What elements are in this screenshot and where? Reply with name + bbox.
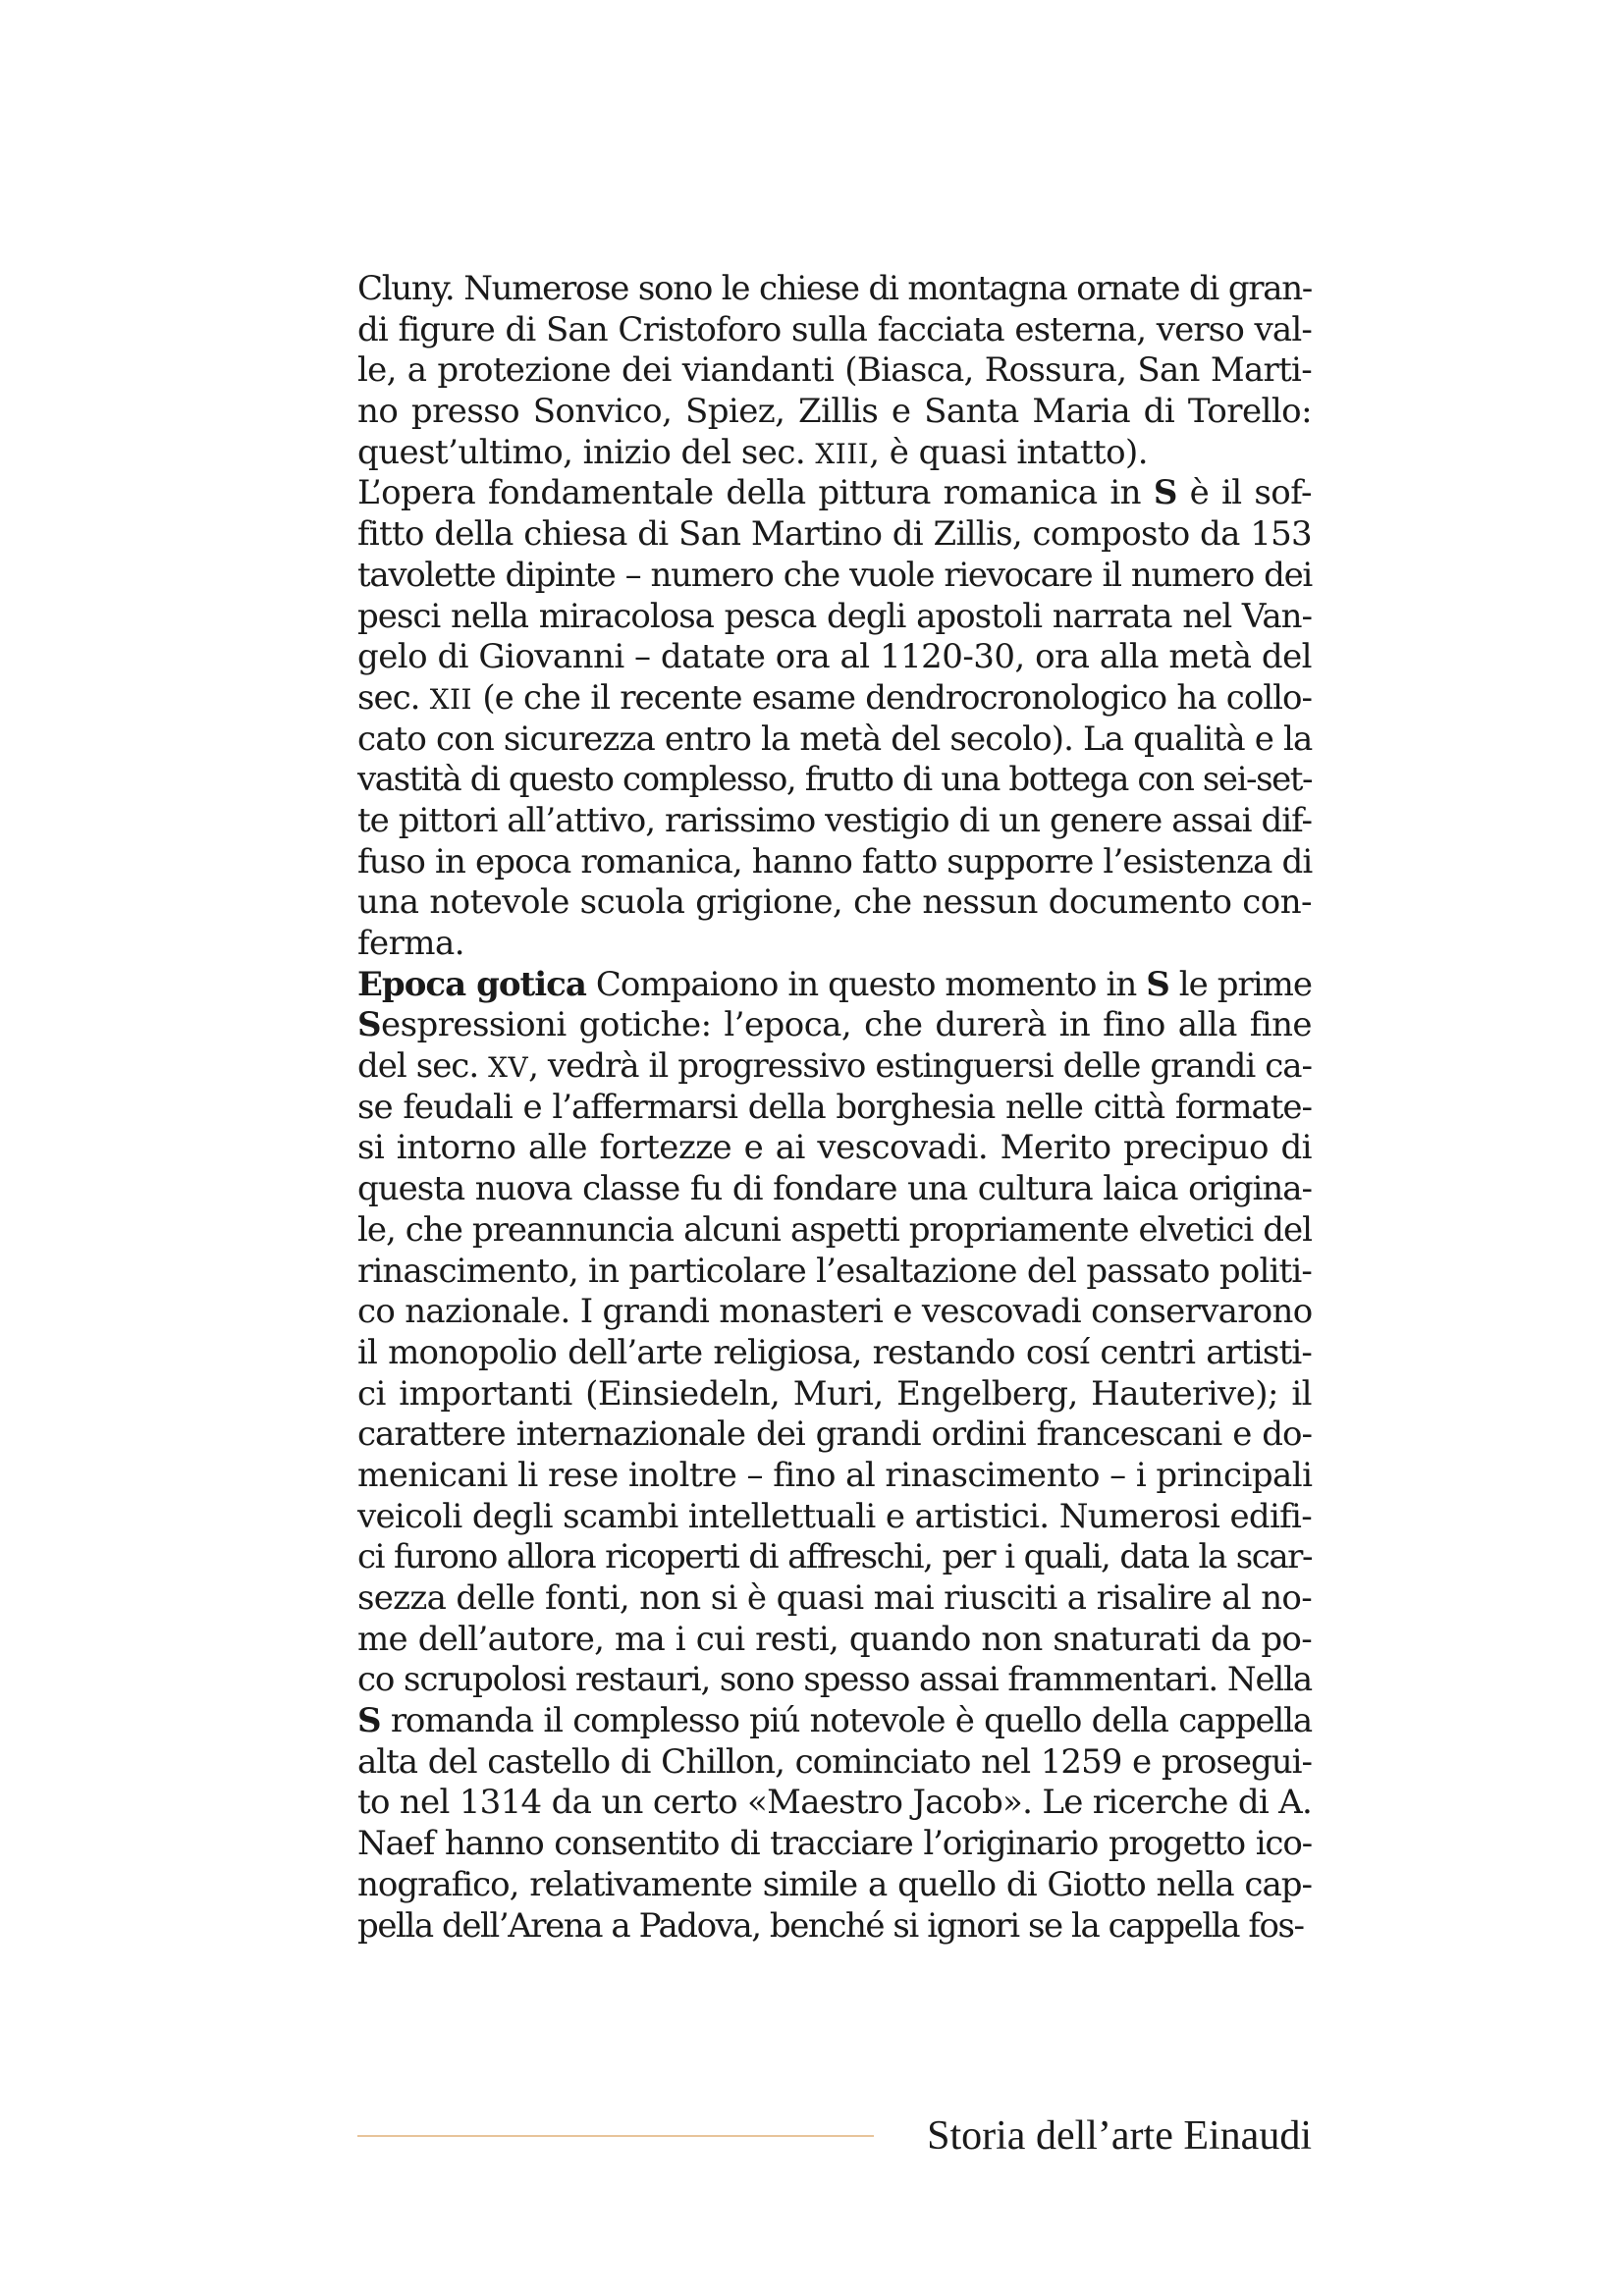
text-line [357, 924, 1312, 965]
text-run: veicoli degli scambi intellettuali e artistici. Numerosi edifi- [357, 1496, 1312, 1536]
text-run: ci importanti (Einsiedeln, Muri, Engelberg, Hauterive); il [357, 1373, 1312, 1414]
footer-rule [357, 2135, 874, 2137]
text-line [357, 801, 1312, 842]
text-line [357, 1456, 1312, 1497]
text-run: no presso Sonvico, Spiez, Zillis e Santa Maria di Torello: [357, 392, 1312, 432]
text-run: questa nuova classe fu di fondare una cultura laica origina- [357, 1169, 1312, 1209]
text-line [357, 842, 1312, 883]
text-run: , è quasi intatto). [869, 432, 1148, 472]
text-line [357, 1620, 1312, 1661]
text-run: fitto della chiesa di San Martino di Zillis, composto da 153 [357, 514, 1312, 555]
text-run: te pittori all’attivo, rarissimo vestigio di un genere assai dif- [357, 800, 1312, 840]
text-run: se feudali e l’affermarsi della borghesia nelle città formate- [357, 1087, 1312, 1127]
text-run: le prime [1168, 964, 1312, 1004]
text-line [357, 760, 1312, 801]
bold-run: S [1146, 964, 1169, 1004]
bold-run: S [357, 1005, 382, 1045]
text-run: co scrupolosi restauri, sono spesso assai frammentari. Nella [357, 1660, 1312, 1700]
text-run: è il sof- [1176, 473, 1312, 513]
text-run: sec. [357, 677, 430, 718]
text-line [357, 1169, 1312, 1210]
text-line [357, 965, 1312, 1006]
text-run: le, a protezione dei viandanti (Biasca, Rossura, San Marti- [357, 350, 1312, 391]
text-run: carattere internazionale dei grandi ordini francescani e do- [357, 1415, 1312, 1455]
text-line [357, 1005, 1312, 1046]
text-line [357, 1865, 1312, 1906]
text-run: vastità di questo complesso, frutto di una bottega con sei-set- [357, 760, 1312, 800]
body-text [357, 269, 1312, 1947]
small-caps-run: XV [488, 1051, 529, 1085]
text-run: ferma. [357, 924, 464, 963]
text-run: il monopolio dell’arte religiosa, restando cosí centri artisti- [357, 1332, 1312, 1372]
text-run: espressioni gotiche: l’epoca, che durerà in [381, 1005, 1104, 1045]
text-line [357, 597, 1312, 638]
text-run: si intorno alle fortezze e ai vescovadi. Merito precipuo di [357, 1128, 1312, 1168]
text-line [357, 1537, 1312, 1578]
bold-run: S [1153, 473, 1177, 513]
text-line [357, 310, 1312, 351]
text-line [357, 473, 1312, 514]
text-line [357, 1742, 1312, 1784]
text-run: sezza delle fonti, non si è quasi mai riusciti a risalire al no- [357, 1578, 1312, 1618]
text-run: to nel 1314 da un certo «Maestro Jacob». Le ricerche di A. [357, 1783, 1313, 1823]
text-run: le, che preannuncia alcuni aspetti propriamente elvetici del [357, 1209, 1312, 1250]
text-line [357, 678, 1312, 720]
bold-run: Epoca gotica [357, 964, 586, 1004]
text-line [357, 1701, 1312, 1742]
text-line [357, 556, 1312, 597]
text-run: (e che il recente esame dendrocronologico ha collo- [472, 677, 1313, 718]
text-line [357, 350, 1312, 392]
text-run: romanda il complesso piú notevole è quello della cappella [380, 1701, 1312, 1741]
text-run: fuso in epoca romanica, hanno fatto supporre l’esistenza di [357, 841, 1313, 881]
text-run: Cluny. Numerose sono le chiese di montagna ornate di gran- [357, 269, 1312, 308]
text-run: fino alla fine [1103, 1005, 1312, 1045]
footer-title: Storia dell’arte Einaudi [927, 2113, 1312, 2159]
text-run: ci furono allora ricoperti di affreschi, per i quali, data la scar- [357, 1537, 1312, 1577]
text-line [357, 1824, 1312, 1865]
text-line [357, 433, 1312, 474]
text-run: di figure di San Cristoforo sulla facciata esterna, verso val- [357, 309, 1312, 349]
text-run: alta del castello di Chillon, cominciato nel 1259 e prosegui- [357, 1741, 1312, 1782]
text-run: gelo di Giovanni – datate ora al 1120-30, ora alla metà del [357, 637, 1312, 677]
text-run: pella dell’Arena a Padova, benché si ignori se la cappella fos- [357, 1905, 1304, 1946]
text-line [357, 1415, 1312, 1456]
text-line [357, 637, 1312, 678]
text-line [357, 1333, 1312, 1374]
bold-run: S [357, 1701, 381, 1741]
text-line [357, 1578, 1312, 1620]
text-run: Naef hanno consentito di tracciare l’originario progetto ico- [357, 1824, 1312, 1864]
text-line [357, 269, 1312, 310]
text-run: me dell’autore, ma i cui resti, quando non snaturati da po- [357, 1619, 1312, 1659]
text-line [357, 1210, 1312, 1252]
text-line [357, 1906, 1312, 1948]
text-run: cato con sicurezza entro la metà del secolo). La qualità e la [357, 719, 1313, 759]
text-line [357, 720, 1312, 761]
text-line [357, 392, 1312, 433]
text-line [357, 1088, 1312, 1129]
text-line [357, 1292, 1312, 1333]
text-run: pesci nella miracolosa pesca degli apostoli narrata nel Van- [357, 596, 1312, 636]
small-caps-run: XIII [815, 437, 870, 470]
text-line [357, 1046, 1312, 1088]
text-line [357, 1660, 1312, 1701]
text-run: nografico, relativamente simile a quello di Giotto nella cap- [357, 1864, 1312, 1904]
text-run: del sec. [357, 1046, 489, 1087]
text-line [357, 1252, 1312, 1293]
text-line [357, 1374, 1312, 1415]
text-run: una notevole scuola grigione, che nessun documento con- [357, 882, 1312, 923]
text-run: rinascimento, in particolare l’esaltazione del passato politi- [357, 1251, 1312, 1291]
text-line [357, 882, 1312, 924]
text-run: Compaiono in questo momento in [585, 964, 1147, 1004]
text-line [357, 1783, 1312, 1824]
text-run: , vedrà il progressivo estinguersi delle grandi ca- [528, 1046, 1312, 1087]
text-run: L’opera fondamentale della pittura romanica in [357, 473, 1154, 513]
text-line [357, 1128, 1312, 1169]
text-run: tavolette dipinte – numero che vuole rievocare il numero dei [357, 555, 1312, 595]
text-run: menicani li rese inoltre – fino al rinascimento – i principali [357, 1455, 1313, 1495]
text-run: co nazionale. I grandi monasteri e vescovadi conservarono [357, 1292, 1313, 1332]
text-run: quest’ultimo, inizio del sec. [357, 432, 816, 472]
text-line [357, 514, 1312, 556]
text-line [357, 1497, 1312, 1538]
small-caps-run: XII [429, 682, 473, 716]
